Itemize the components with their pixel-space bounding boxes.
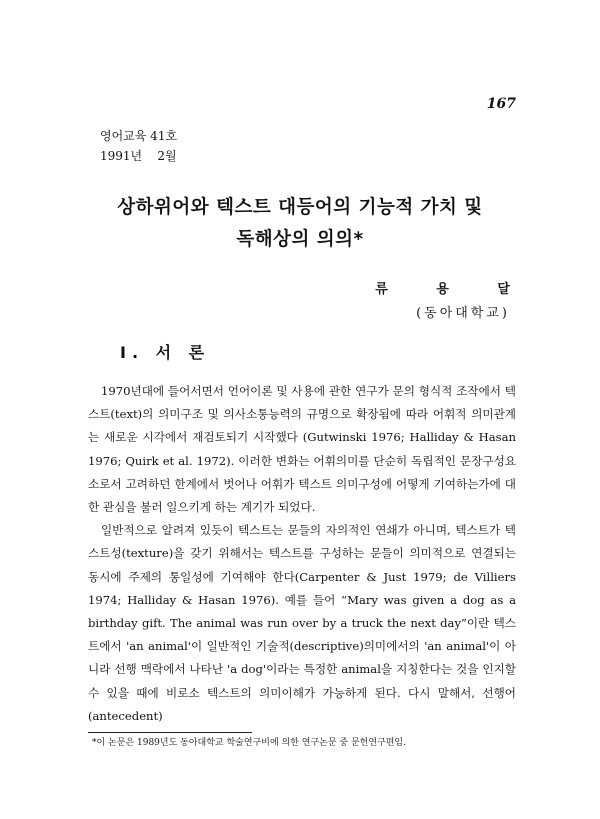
author-name: 류 용 달 <box>375 282 532 297</box>
page-number: 167 <box>486 96 516 112</box>
author-affiliation: (동아대학교) <box>416 306 510 321</box>
journal-date: 1991년 2월 <box>100 149 177 163</box>
footnote-divider <box>88 732 252 733</box>
footnote: *이 논문은 1989년도 동아대학교 학술연구비에 의한 연구논문 중 문헌연구편임. <box>92 738 406 748</box>
paragraph: 1970년대에 들어서면서 언어이론 및 사용에 관한 연구가 문의 형식적 조작에서 텍스트(text)의 의미구조 및 의사소통능력의 규명으로 확장됨에 따라 어휘적 의미관계는 새로운 시각에서 재검토되기 시작했다 (Gutwinski 1976; Halliday & Hasan 1976; Quirk et al. 1972). 이러한 변화는 어휘의미를 단순히 독립적인 문장구성요소로서 고려하던 한계에서 벗어나 어휘가 텍스트 의미구성에 어떻게 기여하는가에 대한 관심을 불러 일으키게 하는 계기가 되었다. <box>88 384 517 515</box>
paragraph: 일반적으로 알려져 있듯이 텍스트는 문들의 자의적인 연쇄가 아니며, 텍스트가 텍스트성(texture)을 갖기 위해서는 텍스트를 구성하는 문들이 의미적으로 연결되는 동시에 주제의 통일성에 기여해야 한다(Carpenter & Just 1979; de Villiers 1974; Halliday & Hasan 1976). 예를 들어 “Mary was given a dog as a birthday gift. The animal was run over by a truck the next day”이란 텍스트에서 'an animal'이 일반적인 기술적(descriptive)의미에서의 'an animal'이 아니라 선행 맥락에서 나타난 'a dog'이라는 특정한 animal을 지칭한다는 것을 인지할 수 있을 때에 비로소 텍스트의 의미이해가 가능하게 된다. 다시 말해서, 선행어(antecedent) <box>88 523 516 723</box>
paper-title <box>0 192 600 256</box>
journal-name: 영어교육 41호 <box>100 129 178 143</box>
title-line-2: 독해상의 의의* <box>236 229 364 250</box>
journal-info <box>100 126 177 166</box>
section-heading: I. 서 론 <box>120 343 211 362</box>
title-line-1: 상하위어와 텍스트 대등어의 기능적 가치 및 <box>117 197 483 218</box>
body-text <box>88 380 516 728</box>
author-block <box>375 278 532 326</box>
